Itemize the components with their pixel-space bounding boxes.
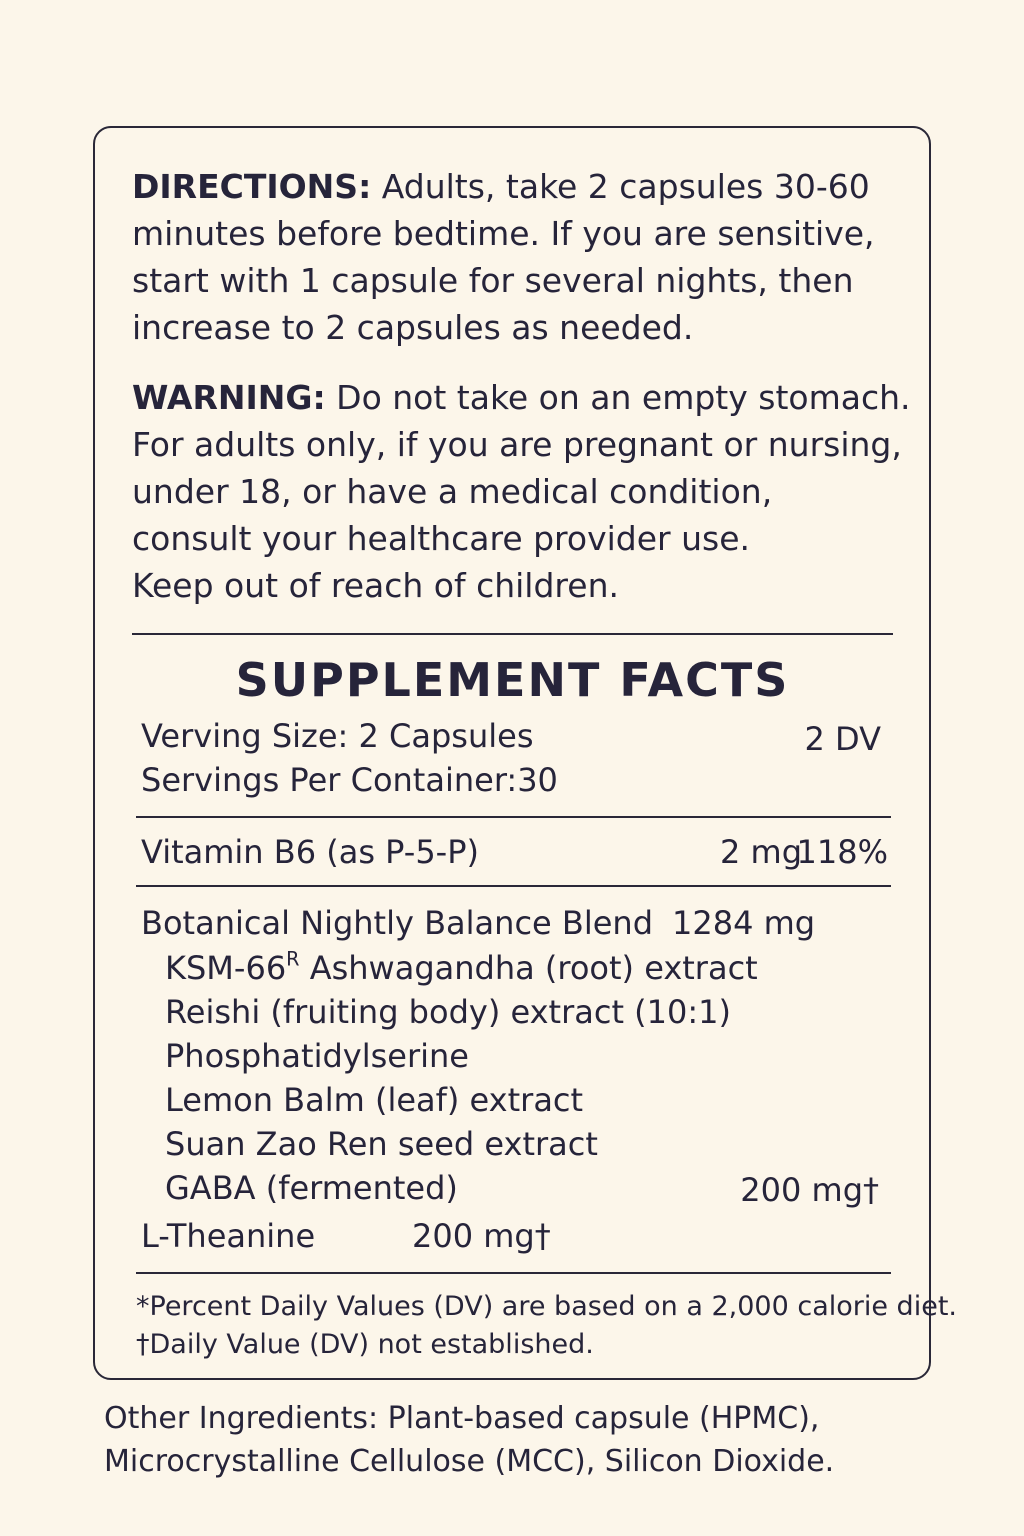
other-ingredients-line: Other Ingredients: Plant-based capsule (HPMC), bbox=[104, 1401, 820, 1436]
directions-paragraph bbox=[132, 163, 912, 351]
directions-heading: DIRECTIONS: bbox=[132, 167, 372, 206]
warning-text: Do not take on an empty stomach. bbox=[325, 378, 911, 417]
blend-ingredient bbox=[165, 946, 758, 990]
vitamin-b6-name: Vitamin B6 (as P-5-P) bbox=[141, 833, 479, 871]
serving-size: Verving Size: 2 Capsules bbox=[141, 717, 534, 755]
divider-footnotes bbox=[136, 1272, 891, 1274]
blend-ingredient: Lemon Balm (leaf) extract bbox=[165, 1081, 584, 1119]
divider-vitamin bbox=[136, 885, 891, 887]
blend-amount: 1284 mg bbox=[672, 904, 816, 942]
theanine-amount: 200 mg† bbox=[412, 1217, 551, 1255]
directions-text: Adults, take 2 capsules 30-60 bbox=[371, 167, 870, 206]
supplement-facts-title: SUPPLEMENT FACTS bbox=[235, 653, 790, 707]
directions-line: start with 1 capsule for several nights, then bbox=[132, 261, 854, 300]
vitamin-b6-amount: 2 mg bbox=[720, 833, 803, 871]
warning-paragraph bbox=[132, 374, 912, 609]
warning-heading: WARNING: bbox=[132, 378, 326, 417]
footnote-dv: *Percent Daily Values (DV) are based on a 2,000 calorie diet. bbox=[136, 1291, 957, 1322]
theanine-name: L-Theanine bbox=[141, 1217, 316, 1255]
directions-line: minutes before bedtime. If you are sensitive, bbox=[132, 214, 875, 253]
blend-ingredient: Suan Zao Ren seed extract bbox=[165, 1125, 598, 1163]
other-ingredients-line: Microcrystalline Cellulose (MCC), Silicon Dioxide. bbox=[104, 1444, 835, 1479]
ingredient-name: KSM-66 bbox=[165, 949, 287, 987]
blend-ingredient: GABA (fermented) bbox=[165, 1169, 458, 1207]
registered-mark: R bbox=[286, 947, 300, 971]
dv-header: 2 DV bbox=[804, 720, 881, 758]
warning-line: consult your healthcare provider use. bbox=[132, 519, 750, 558]
warning-line: For adults only, if you are pregnant or nursing, bbox=[132, 425, 902, 464]
gaba-amount: 200 mg† bbox=[740, 1171, 879, 1209]
divider-servings bbox=[136, 816, 891, 818]
blend-name: Botanical Nightly Balance Blend bbox=[141, 904, 654, 942]
warning-line: Keep out of reach of children. bbox=[132, 566, 619, 605]
directions-line: increase to 2 capsules as needed. bbox=[132, 308, 694, 347]
warning-line: under 18, or have a medical condition, bbox=[132, 472, 773, 511]
ingredient-name-rest: Ashwagandha (root) extract bbox=[299, 949, 758, 987]
directions-line bbox=[132, 163, 912, 210]
footnote-dagger: †Daily Value (DV) not established. bbox=[136, 1329, 594, 1360]
divider-top bbox=[132, 633, 893, 635]
servings-per-container: Servings Per Container:30 bbox=[141, 761, 558, 799]
vitamin-b6-dv: 118% bbox=[796, 833, 888, 871]
blend-ingredient: Phosphatidylserine bbox=[165, 1037, 469, 1075]
blend-ingredient: Reishi (fruiting body) extract (10:1) bbox=[165, 993, 731, 1031]
warning-line bbox=[132, 374, 912, 421]
